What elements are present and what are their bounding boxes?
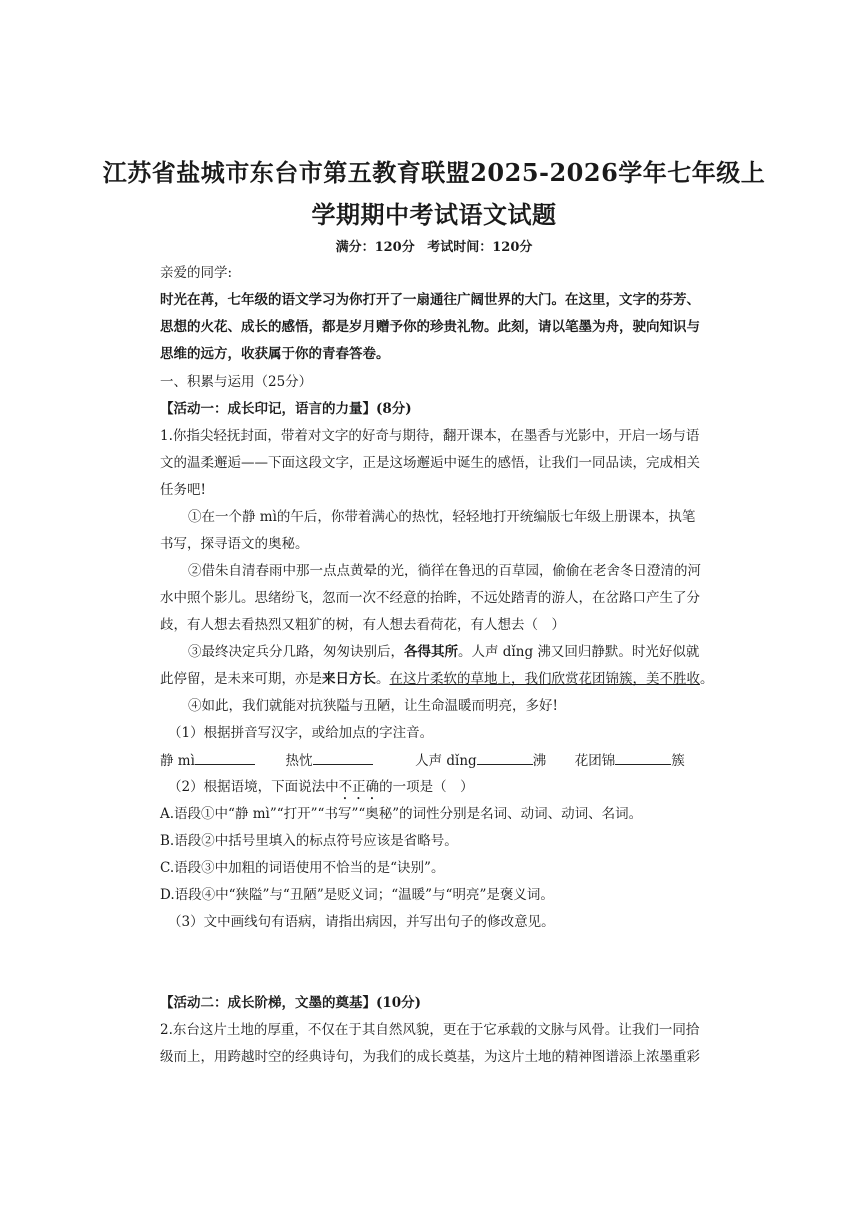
- sub2-emphasis: 不正确: [338, 779, 380, 795]
- p3-text-e: 。: [700, 671, 714, 687]
- p3-text-a: ③最终决定兵分几路，匆匆诀别后，: [188, 644, 404, 660]
- q2-line-1: 2.东台这片土地的厚重，不仅在于其自然风貌，更在于它承载的文脉与风骨。让我们一同拾: [160, 1022, 700, 1038]
- p3-text-d: 。: [376, 671, 390, 687]
- p3-text-c: 此停留，是未来可期，亦是: [160, 671, 322, 687]
- fill-label-4: 花团锦: [574, 753, 616, 769]
- exam-meta: [0, 236, 868, 255]
- p3-underlined-sentence: 在这片柔软的草地上，我们欣赏花团锦簇，美不胜收: [389, 671, 700, 687]
- sub-question-3: （3）文中画线句有语病，请指出病因，并写出句子的修改意见。: [168, 914, 555, 930]
- paragraph-1-line-1: ①在一个静 mì的午后，你带着满心的热忱，轻轻地打开统编版七年级上册课本，执笔: [188, 509, 696, 525]
- blank-2[interactable]: [313, 750, 373, 765]
- option-d: D.语段④中“狭隘”与“丑陋”是贬义词；“温暖”与“明亮”是褒义词。: [160, 887, 554, 903]
- fill-after-3: 沸: [532, 753, 547, 769]
- exam-time: 考试时间：120分: [427, 240, 533, 255]
- blank-3[interactable]: [477, 750, 533, 765]
- activity-two-heading: 【活动二：成长阶梯，文墨的奠基】(10分): [160, 995, 422, 1011]
- p3-text-b: 。人声 dǐng 沸又回归静默。时光好似就: [458, 644, 700, 660]
- fill-label-2: 热忱: [285, 753, 313, 769]
- q1-line-2: 文的温柔邂逅——下面这段文字，正是这场邂逅中诞生的感悟，让我们一同品读，完成相关: [160, 455, 700, 471]
- paragraph-1-line-2: 书写，探寻语文的奥秘。: [160, 536, 309, 552]
- paragraph-2-line-2: 水中照个影儿。思绪纷飞，忽而一次不经意的抬眸，不远处踏青的游人，在岔路口产生了分: [160, 590, 700, 606]
- paragraph-2-line-1: ②借朱自清春雨中那一点点黄晕的光，徜徉在鲁迅的百草园，偷偷在老舍冬日澄清的河: [188, 563, 701, 579]
- intro-line-2: 思想的火花、成长的感悟，都是岁月赠予你的珍贵礼物。此刻，请以笔墨为舟，驶向知识与: [160, 319, 700, 335]
- fill-label-1: 静 mì: [160, 753, 195, 769]
- section-heading: 一、积累与运用（25分）: [160, 374, 313, 390]
- activity-one-heading: 【活动一：成长印记，语言的力量】(8分): [160, 401, 412, 417]
- q1-line-3: 任务吧!: [160, 482, 206, 498]
- p3-bold-word-1: 各得其所: [404, 644, 458, 660]
- fill-label-3: 人声 dǐng: [415, 753, 477, 769]
- fill-after-4: 簇: [671, 753, 685, 769]
- p3-bold-word-2: 来日方长: [322, 671, 376, 687]
- option-a: A.语段①中“静 mì”“打开”“书写”“奥秘”的词性分别是名词、动词、动词、名词。: [160, 806, 643, 822]
- fill-blank-row: [160, 750, 720, 771]
- paragraph-2-line-3: 歧，有人想去看热烈又粗犷的树，有人想去看荷花，有人想去（ ）: [160, 617, 565, 633]
- option-c: C.语段③中加粗的词语使用不恰当的是“诀别”。: [160, 860, 445, 876]
- exam-title-line1: 江苏省盐城市东台市第五教育联盟2025-2026学年七年级上: [102, 158, 766, 187]
- blank-4[interactable]: [615, 750, 671, 765]
- option-b: B.语段②中括号里填入的标点符号应该是省略号。: [160, 833, 458, 849]
- intro-line-3: 思维的远方，收获属于你的青春答卷。: [160, 346, 390, 362]
- intro-line-1: 时光在苒，七年级的语文学习为你打开了一扇通往广阔世界的大门。在这里，文字的芬芳、: [160, 292, 700, 308]
- full-score: 满分：120分: [335, 240, 415, 255]
- blank-1[interactable]: [195, 750, 255, 765]
- paragraph-3-line-2: [160, 669, 720, 689]
- paragraph-3-line-1: [188, 642, 748, 662]
- q2-line-2: 级而上，用跨越时空的经典诗句，为我们的成长奠基，为这片土地的精神图谱添上浓墨重彩: [160, 1049, 700, 1065]
- q1-line-1: 1.你指尖轻抚封面，带着对文字的好奇与期待，翻开课本，在墨香与光影中，开启一场与语: [160, 428, 700, 444]
- sub2-text-b: 的一项是（ ）: [379, 779, 474, 795]
- greeting: 亲爱的同学:: [160, 265, 233, 281]
- sub2-text-a: （2）根据语境，下面说法中: [168, 779, 339, 795]
- exam-title-line2: 学期期中考试语文试题: [311, 200, 557, 229]
- sub-question-1: （1）根据拼音写汉字，或给加点的字注音。: [168, 725, 434, 741]
- paragraph-4: ④如此，我们就能对抗狭隘与丑陋，让生命温暖而明亮，多好!: [188, 698, 558, 714]
- sub-question-2: [168, 777, 728, 803]
